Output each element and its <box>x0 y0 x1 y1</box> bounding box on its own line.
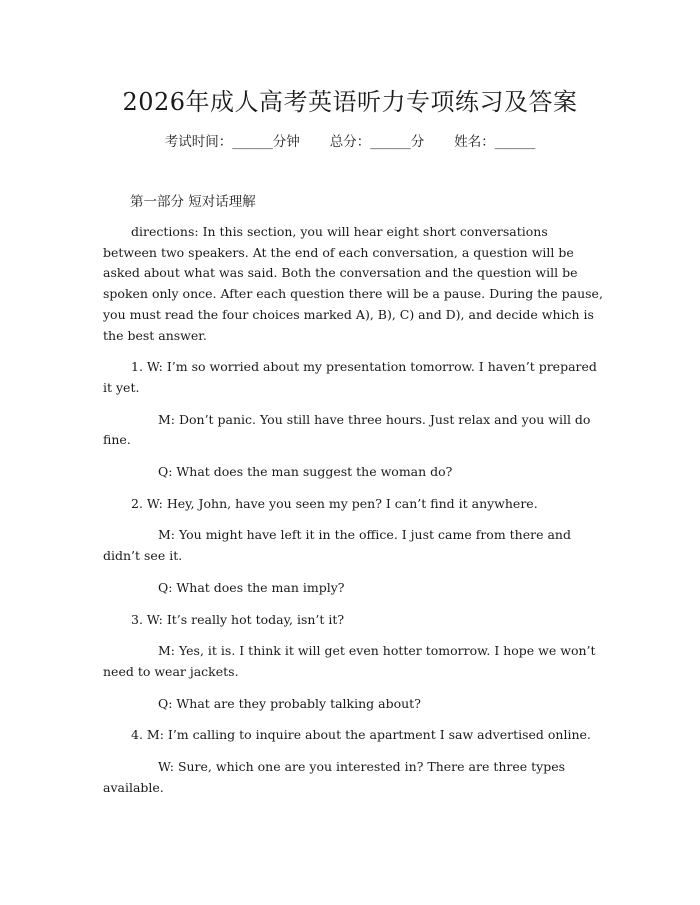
dialogue-line: M: Don’t panic. You still have three hours. Just relax and you will do fine. <box>103 411 591 448</box>
dialogue-line: W: Sure, which one are you interested in? There are three types available. <box>103 759 566 795</box>
directions-paragraph: directions: In this section, you will hear eight short conversations between two speakers. At the end of each conversation, a question will be asked about what was said. Both the conversation and the question will be spoken only once. After each question there will be a pause. During the pause, you must read the four choices marked A), B), C) and D), and decide which is the best answer. <box>103 224 603 343</box>
exam-time-label: 考试时间：______分钟 <box>164 134 300 150</box>
name-label: 姓名：______ <box>454 134 536 150</box>
dialogue-line: M: Yes, it is. I think it will get even hotter tomorrow. I hope we won’t need to wear jackets. <box>103 643 596 679</box>
page-title: 2026年成人高考英语听力专项练习及答案 <box>122 88 578 116</box>
dialogue-list <box>103 357 603 798</box>
content-body <box>103 222 603 809</box>
dialogue-line: Q: What are they probably talking about? <box>158 695 421 711</box>
dialogue-line: Q: What does the man imply? <box>158 579 345 595</box>
exam-meta <box>0 130 700 150</box>
dialogue-line: Q: What does the man suggest the woman do? <box>158 464 453 480</box>
dialogue-line: 1. W: I’m so worried about my presentation tomorrow. I haven’t prepared it yet. <box>103 359 597 395</box>
dialogue-line: 4. M: I’m calling to inquire about the apartment I saw advertised online. <box>131 727 591 743</box>
section-title: 第一部分 短对话理解 <box>130 194 256 210</box>
dialogue-line: M: You might have left it in the office. I just came from there and didn’t see it. <box>103 527 571 564</box>
total-score-label: 总分：______分 <box>329 134 425 150</box>
dialogue-line: 2. W: Hey, John, have you seen my pen? I can’t find it anywhere. <box>131 495 538 511</box>
dialogue-line: 3. W: It’s really hot today, isn’t it? <box>131 611 345 627</box>
